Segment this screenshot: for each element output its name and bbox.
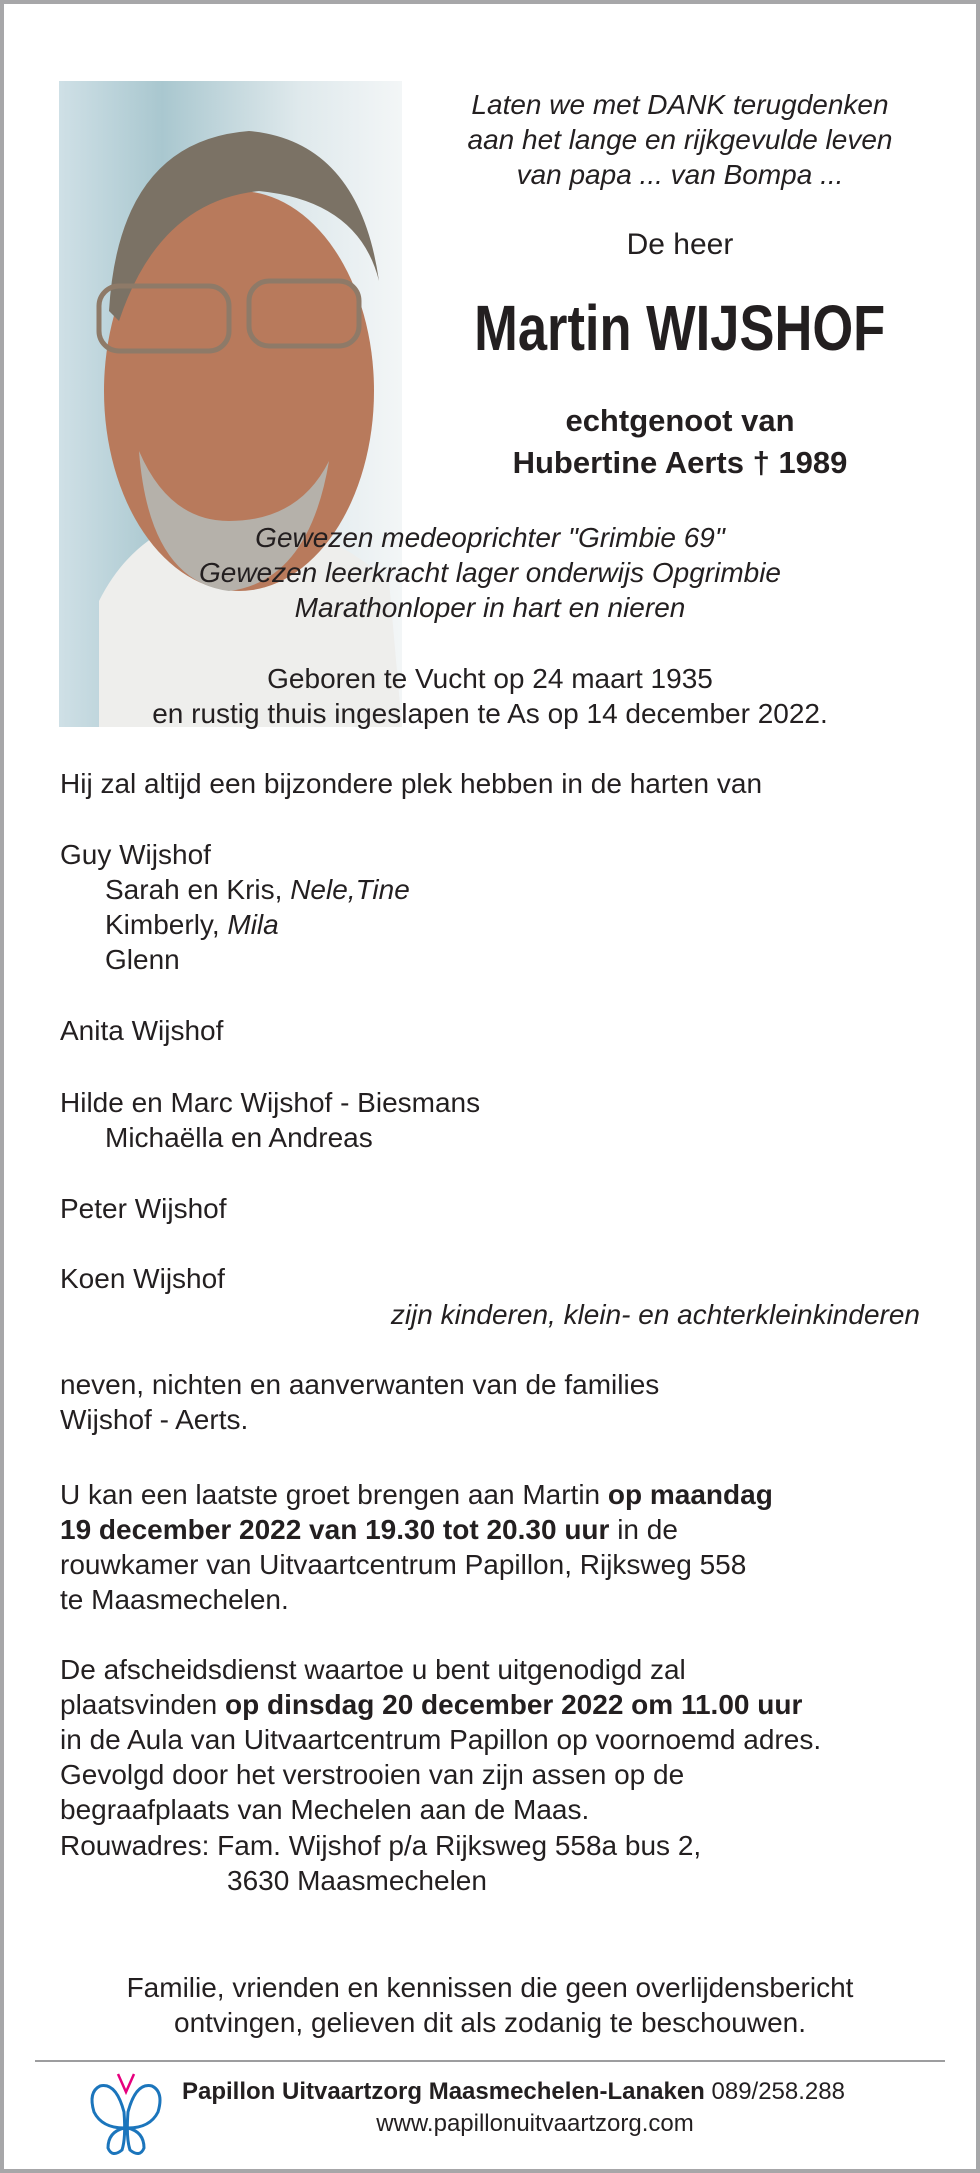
text: Gevolgd door het verstrooien van zijn assen op de xyxy=(60,1759,685,1790)
relatives xyxy=(60,1367,659,1437)
text: in de Aula van Uitvaartcentrum Papillon op voornoemd adres. xyxy=(60,1724,822,1755)
notice-line: ontvingen, gelieven dit als zodanig te beschouwen. xyxy=(174,2007,806,2038)
service-info xyxy=(60,1652,821,1827)
grandchildren: Mila xyxy=(227,909,279,940)
family-koen: Koen Wijshof xyxy=(60,1263,225,1294)
grandchildren: Nele,Tine xyxy=(290,874,410,905)
company-phone: 089/258.288 xyxy=(704,2078,845,2105)
salutation: De heer xyxy=(626,228,734,261)
text: rouwkamer van Uitvaartcentrum Papillon, Rijksweg 558 xyxy=(60,1549,747,1580)
text: begraafplaats van Mechelen aan de Maas. xyxy=(60,1794,590,1825)
intro-line: aan het lange en rijkgevulde leven xyxy=(467,124,893,155)
address-line: Rouwadres: Fam. Wijshof p/a Rijksweg 558a bus 2, xyxy=(60,1830,702,1861)
family-hilde: Hilde en Marc Wijshof - Biesmans xyxy=(60,1087,481,1118)
funeral-home xyxy=(182,2076,845,2108)
role-line: Gewezen leerkracht lager onderwijs Opgrimbie xyxy=(198,557,782,588)
visit-time: 19 december 2022 van 19.30 tot 20.30 uur xyxy=(60,1514,610,1545)
relatives-line: Wijshof - Aerts. xyxy=(60,1404,249,1435)
role-line: Marathonloper in hart en nieren xyxy=(294,592,686,623)
family-glenn: Glenn xyxy=(105,944,180,975)
text: U kan een laatste groet brengen aan Martin xyxy=(60,1479,608,1510)
name: Kimberly, xyxy=(105,909,228,940)
service-time: op dinsdag 20 december 2022 om 11.00 uur xyxy=(225,1689,803,1720)
text: in de xyxy=(609,1514,678,1545)
death-line: en rustig thuis ingeslapen te As op 14 december 2022. xyxy=(152,698,828,729)
portrait-photo xyxy=(59,81,402,727)
visitation-info xyxy=(60,1477,773,1617)
spouse xyxy=(410,400,950,484)
text: De afscheidsdienst waartoe u bent uitgenodigd zal xyxy=(60,1654,686,1685)
hearts-text: Hij zal altijd een bijzondere plek hebben in de harten van xyxy=(60,768,763,799)
mourning-address xyxy=(60,1828,701,1898)
company-website[interactable]: www.papillonuitvaartzorg.com xyxy=(376,2110,694,2137)
family-guy: Guy Wijshof xyxy=(60,839,211,870)
family-michaella: Michaëlla en Andreas xyxy=(105,1122,373,1153)
notice xyxy=(0,1970,980,2040)
family-kimberly xyxy=(105,907,279,942)
text: plaatsvinden xyxy=(60,1689,226,1720)
intro-line: van papa ... van Bompa ... xyxy=(516,159,844,190)
family-anita: Anita Wijshof xyxy=(60,1015,224,1046)
name: Sarah en Kris, xyxy=(105,874,291,905)
roles xyxy=(0,520,980,625)
family-caption: zijn kinderen, klein- en achterkleinkinderen xyxy=(390,1299,920,1330)
text: te Maasmechelen. xyxy=(60,1584,289,1615)
family-peter: Peter Wijshof xyxy=(60,1193,227,1224)
notice-line: Familie, vrienden en kennissen die geen overlijdensbericht xyxy=(126,1972,854,2003)
company-name: Papillon Uitvaartzorg Maasmechelen-Lanaken xyxy=(182,2078,705,2105)
relatives-line: neven, nichten en aanverwanten van de families xyxy=(60,1369,660,1400)
birth-death xyxy=(0,661,980,731)
deceased-name-text: Martin WIJSHOF xyxy=(474,292,886,364)
deceased-name xyxy=(410,290,950,366)
visit-day: op maandag xyxy=(607,1479,773,1510)
birth-line: Geboren te Vucht op 24 maart 1935 xyxy=(267,663,713,694)
spouse-line: echtgenoot van xyxy=(565,403,795,438)
intro-text xyxy=(410,87,950,192)
butterfly-logo-icon xyxy=(86,2072,166,2156)
intro-line: Laten we met DANK terugdenken xyxy=(471,89,889,120)
spouse-line: Hubertine Aerts † 1989 xyxy=(512,445,848,480)
family-sarah xyxy=(105,872,410,907)
role-line: Gewezen medeoprichter "Grimbie 69" xyxy=(255,522,725,553)
address-line: 3630 Maasmechelen xyxy=(227,1865,487,1896)
footer-divider xyxy=(35,2060,945,2062)
